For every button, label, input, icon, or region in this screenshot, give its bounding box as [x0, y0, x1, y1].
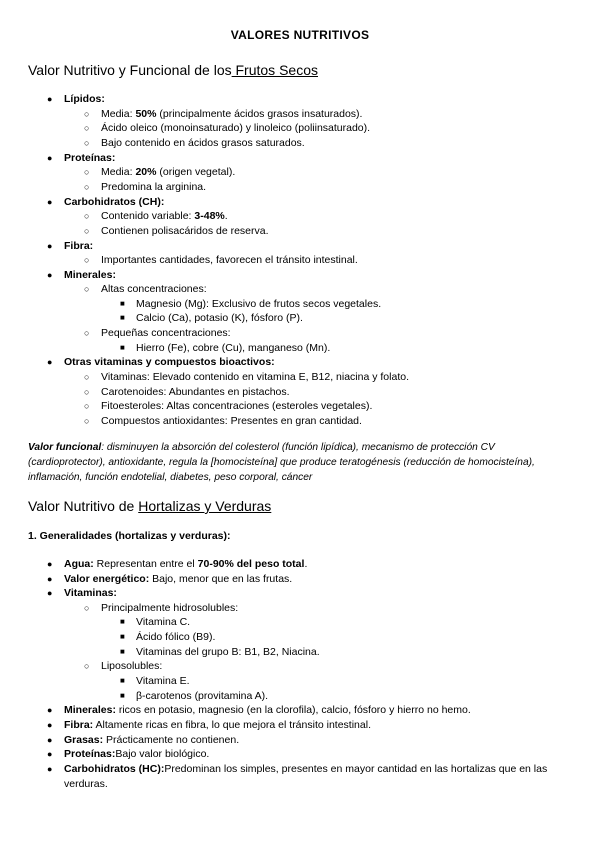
circle-bullet-icon: ○	[84, 401, 90, 411]
text: Principalmente hidrosolubles:	[101, 602, 239, 614]
text: Liposolubles:	[101, 660, 163, 672]
paragraph-text: : disminuyen la absorción del colesterol (función lipídica), mecanismo de protección CV (cardioprotector), antioxidante, regula la [homocisteína] que produce teratogénesis (reducción de homocisteína), inflamación, función endotelial, diabetes, peso corporal, cáncer	[28, 442, 535, 484]
square-bullet-icon: ■	[120, 676, 125, 685]
list-item-carbohidratos	[47, 195, 165, 210]
text: Pequeñas concentraciones:	[101, 327, 231, 339]
text: Fitoesteroles: Altas concentraciones (esteroles vegetales).	[101, 400, 373, 412]
item-label: Fibra:	[64, 240, 94, 252]
list-item	[84, 370, 409, 385]
text: Importantes cantidades, favorecen el tránsito intestinal.	[101, 254, 358, 266]
text: Vitamina E.	[136, 675, 190, 687]
bullet-icon: ●	[47, 357, 53, 367]
bullet-icon: ●	[47, 749, 53, 759]
item-label: Carbohidratos (CH):	[64, 196, 165, 208]
item-label: Otras vitaminas y compuestos bioactivos:	[64, 356, 275, 368]
list-item-agua	[47, 557, 308, 572]
document-title: VALORES NUTRITIVOS	[230, 28, 370, 42]
list-item-fibra	[47, 239, 94, 254]
circle-bullet-icon: ○	[84, 661, 90, 671]
list-item-valor-energetico	[47, 572, 293, 587]
text: Predomina la arginina.	[101, 181, 207, 193]
circle-bullet-icon: ○	[84, 211, 90, 221]
list-item	[120, 645, 320, 660]
text: .	[304, 558, 308, 570]
subheading-generalidades: 1. Generalidades (hortalizas y verduras):	[28, 530, 231, 542]
text: β-carotenos (provitamina A).	[136, 690, 269, 702]
bullet-icon: ●	[47, 588, 53, 598]
bullet-icon: ●	[47, 720, 53, 730]
item-label: Minerales:	[64, 704, 116, 716]
text: (origen vegetal).	[156, 166, 236, 178]
bold-value: 20%	[135, 166, 157, 178]
text: Calcio (Ca), potasio (K), fósforo (P).	[136, 312, 303, 324]
list-item	[84, 659, 163, 674]
circle-bullet-icon: ○	[84, 123, 90, 133]
list-item	[84, 385, 290, 400]
valor-funcional-paragraph	[28, 440, 548, 486]
text: Predominan los simples, presentes en mayor cantidad en las hortalizas que en las verduras.	[64, 763, 548, 790]
item-label: Valor energético:	[64, 573, 150, 585]
text: Media:	[101, 108, 136, 120]
list-item	[84, 399, 373, 414]
circle-bullet-icon: ○	[84, 416, 90, 426]
text: Altas concentraciones:	[101, 283, 207, 295]
list-item	[120, 297, 382, 312]
list-item	[84, 136, 305, 151]
circle-bullet-icon: ○	[84, 372, 90, 382]
square-bullet-icon: ■	[120, 691, 125, 700]
bold-value: 70-90% del peso total	[197, 558, 305, 570]
circle-bullet-icon: ○	[84, 387, 90, 397]
list-item	[120, 615, 191, 630]
list-item	[120, 341, 331, 356]
list-item	[84, 326, 231, 341]
circle-bullet-icon: ○	[84, 603, 90, 613]
bullet-icon: ●	[47, 559, 53, 569]
list-item-proteinas	[47, 151, 116, 166]
list-item-minerales	[47, 703, 471, 718]
square-bullet-icon: ■	[120, 299, 125, 308]
text: Vitaminas: Elevado contenido en vitamina E, B12, niacina y folato.	[101, 371, 409, 383]
bullet-icon: ●	[47, 270, 53, 280]
list-item-fibra	[47, 718, 371, 733]
bullet-icon: ●	[47, 735, 53, 745]
item-label: Fibra:	[64, 719, 94, 731]
text: Altamente ricas en fibra, lo que mejora el tránsito intestinal.	[93, 719, 371, 731]
text: Prácticamente no contienen.	[103, 734, 240, 746]
circle-bullet-icon: ○	[84, 138, 90, 148]
circle-bullet-icon: ○	[84, 182, 90, 192]
list-item	[84, 601, 239, 616]
item-label: Lípidos:	[64, 93, 105, 105]
text: ricos en potasio, magnesio (en la clorofila), calcio, fósforo y hierro no hemo.	[115, 704, 471, 716]
item-label: Grasas:	[64, 734, 104, 746]
bold-value: 50%	[135, 108, 157, 120]
circle-bullet-icon: ○	[84, 167, 90, 177]
list-item	[84, 180, 207, 195]
circle-bullet-icon: ○	[84, 109, 90, 119]
square-bullet-icon: ■	[120, 617, 125, 626]
list-item	[84, 165, 236, 180]
circle-bullet-icon: ○	[84, 255, 90, 265]
bullet-icon: ●	[47, 153, 53, 163]
bullet-icon: ●	[47, 241, 53, 251]
text: Magnesio (Mg): Exclusivo de frutos secos vegetales.	[136, 298, 382, 310]
text: Media:	[101, 166, 136, 178]
bullet-icon: ●	[47, 197, 53, 207]
item-label: Carbohidratos (HC):	[64, 763, 165, 775]
text: Contienen polisacáridos de reserva.	[101, 225, 269, 237]
bullet-icon: ●	[47, 705, 53, 715]
text: Vitamina C.	[136, 616, 191, 628]
text: Contenido variable:	[101, 210, 195, 222]
list-item-otras-vitaminas	[47, 355, 275, 370]
text: Ácido fólico (B9).	[136, 631, 216, 643]
square-bullet-icon: ■	[120, 343, 125, 352]
text: Representan entre el	[93, 558, 198, 570]
list-item	[84, 121, 371, 136]
text: Carotenoides: Abundantes en pistachos.	[101, 386, 290, 398]
text: Bajo contenido en ácidos grasos saturados.	[101, 137, 305, 149]
item-label: Proteínas:	[64, 748, 116, 760]
bullet-icon: ●	[47, 574, 53, 584]
text: Ácido oleico (monoinsaturado) y linoleico (poliinsaturado).	[101, 122, 371, 134]
section-heading-hortalizas	[28, 498, 271, 514]
item-label: Vitaminas:	[64, 587, 117, 599]
list-item-vitaminas	[47, 586, 117, 601]
circle-bullet-icon: ○	[84, 328, 90, 338]
list-item	[120, 689, 269, 704]
square-bullet-icon: ■	[120, 632, 125, 641]
text: Compuestos antioxidantes: Presentes en gran cantidad.	[101, 415, 362, 427]
paragraph-label: Valor funcional	[28, 442, 102, 453]
square-bullet-icon: ■	[120, 313, 125, 322]
heading-prefix: Valor Nutritivo de	[28, 498, 139, 514]
list-item	[84, 282, 207, 297]
list-item-carbohidratos	[47, 762, 564, 791]
text: Vitaminas del grupo B: B1, B2, Niacina.	[136, 646, 320, 658]
list-item	[84, 107, 363, 122]
list-item-grasas	[47, 733, 240, 748]
list-item-lipidos	[47, 92, 105, 107]
list-item	[84, 209, 228, 224]
square-bullet-icon: ■	[120, 647, 125, 656]
text: .	[224, 210, 228, 222]
item-label: Proteínas:	[64, 152, 116, 164]
list-item	[120, 674, 190, 689]
circle-bullet-icon: ○	[84, 226, 90, 236]
bullet-icon: ●	[47, 764, 53, 774]
section-heading-frutos-secos	[28, 62, 318, 78]
list-item	[84, 224, 269, 239]
list-item	[120, 311, 303, 326]
list-item	[84, 414, 362, 429]
item-label: Agua:	[64, 558, 94, 570]
item-label: Minerales:	[64, 269, 116, 281]
text: Bajo valor biológico.	[115, 748, 210, 760]
list-item	[120, 630, 216, 645]
text: Hierro (Fe), cobre (Cu), manganeso (Mn).	[136, 342, 331, 354]
list-item-proteinas	[47, 747, 210, 762]
text: Bajo, menor que en las frutas.	[149, 573, 293, 585]
heading-prefix: Valor Nutritivo y Funcional de los	[28, 62, 232, 78]
bold-value: 3-48%	[194, 210, 225, 222]
bullet-icon: ●	[47, 94, 53, 104]
list-item-minerales	[47, 268, 116, 283]
circle-bullet-icon: ○	[84, 284, 90, 294]
text: (principalmente ácidos grasos insaturados).	[156, 108, 363, 120]
heading-underlined: Frutos Secos	[231, 62, 318, 78]
heading-underlined: Hortalizas y Verduras	[138, 498, 272, 514]
list-item	[84, 253, 358, 268]
